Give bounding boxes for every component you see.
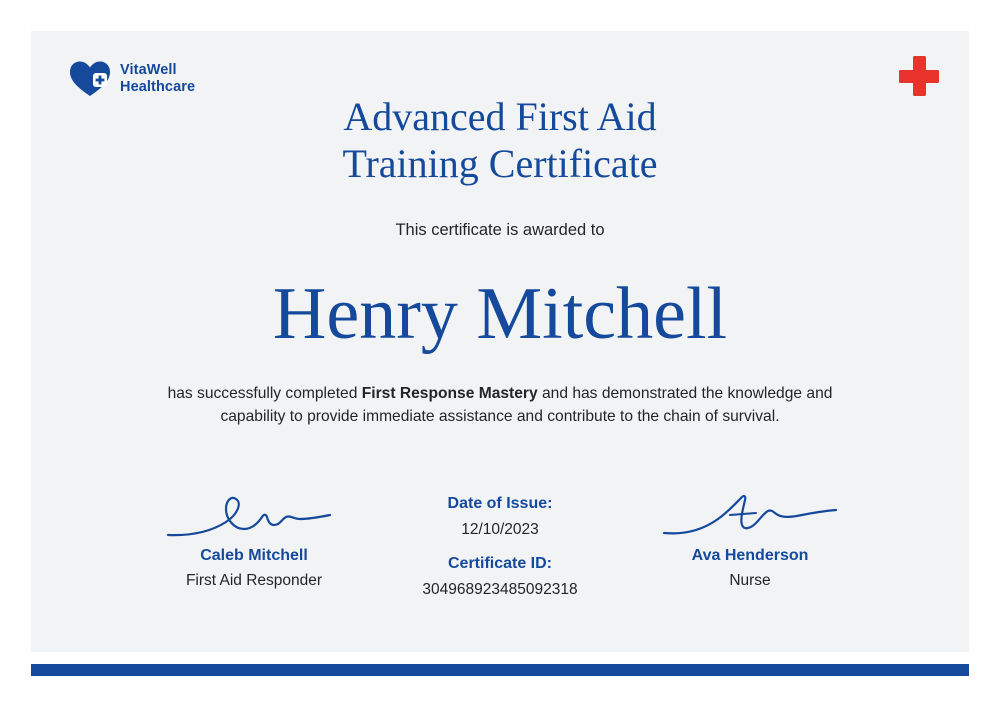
course-name: First Response Mastery: [361, 385, 538, 402]
certificate-id-label: Certificate ID:: [447, 555, 553, 572]
certificate-card: [31, 31, 969, 652]
body-text-part1: has successfully completed: [167, 385, 362, 402]
body-text-part2: and has demonstrated the knowledge and capability to provide immediate assistance and contribute to the chain of survival.: [220, 385, 833, 425]
certificate-title-line1: Advanced First Aid: [343, 94, 657, 139]
signatory-role-right: Nurse: [729, 572, 771, 589]
certificate-title: [31, 93, 969, 187]
certificate-body: [151, 383, 849, 428]
date-of-issue-value: 12/10/2023: [461, 521, 539, 538]
certificate-title-line2: Training Certificate: [342, 141, 658, 186]
signatory-name-left: Caleb Mitchell: [200, 547, 308, 564]
certificate-footer: [31, 489, 969, 639]
signatory-block-right: [620, 489, 880, 590]
awarded-to-label: This certificate is awarded to: [395, 221, 605, 239]
signatory-role-left: First Aid Responder: [185, 572, 323, 589]
date-of-issue-label: Date of Issue:: [447, 495, 553, 512]
red-cross-icon: [899, 56, 939, 96]
brand-name-line2: Healthcare: [120, 79, 196, 95]
handwritten-signature-icon: [620, 489, 880, 541]
certificate-id-value: 304968923485092318: [422, 581, 578, 598]
footer-accent-bar: [31, 664, 969, 676]
recipient-name: Henry Mitchell: [272, 273, 728, 355]
signatory-name-right: Ava Henderson: [691, 547, 809, 564]
brand-name: [120, 62, 195, 96]
brand-name-line1: VitaWell: [120, 62, 177, 78]
